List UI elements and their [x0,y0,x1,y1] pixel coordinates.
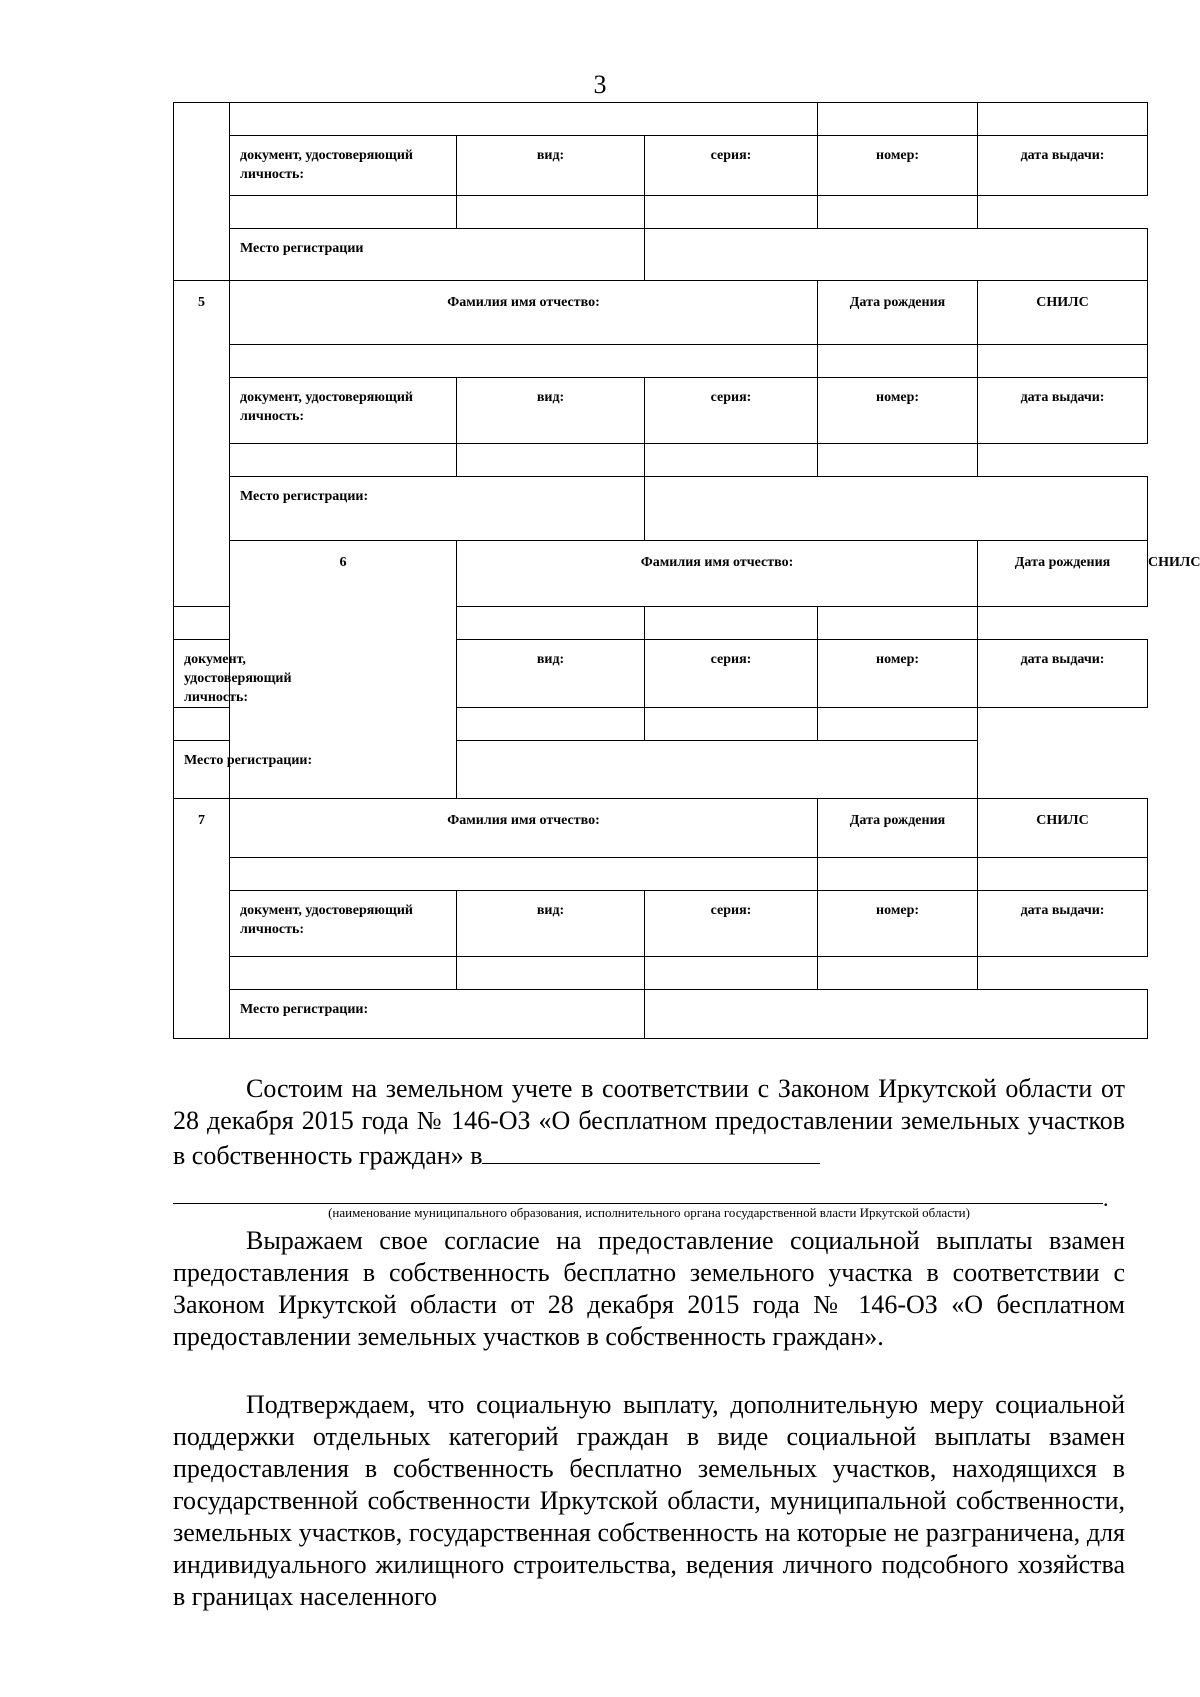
registration-value-cell[interactable] [645,990,1148,1039]
number-value-cell[interactable] [645,957,818,990]
registration-value-cell[interactable] [645,229,1148,281]
table-row [174,345,1148,378]
issue-date-label: дата выдачи: [978,891,1148,957]
table-row [174,378,1148,444]
registration-value-cell[interactable] [457,741,978,799]
table-row [174,103,1148,136]
snils-label: СНИЛС [978,281,1148,345]
birth-date-value-cell[interactable] [818,345,978,378]
kind-label: вид: [457,378,645,444]
paragraph-land-registry [173,1073,1125,1172]
municipality-fill-line-full[interactable] [173,1203,1103,1204]
snils-value-cell[interactable] [978,858,1148,891]
number-label: номер: [818,378,978,444]
number-label: номер: [818,136,978,196]
kind-label: вид: [457,136,645,196]
table-row [174,799,1148,858]
birth-date-value-cell[interactable] [818,858,978,891]
row-number-cell: 7 [174,799,230,1039]
kind-label: вид: [457,640,645,708]
kind-value-cell[interactable] [174,708,230,741]
id-document-label: документ, удостоверяющий личность: [174,640,230,708]
series-label: серия: [645,640,818,708]
fio-label: Фамилия имя отчество: [457,541,978,607]
registration-label: Место регистрации: [230,990,645,1039]
row-number-cell: 6 [230,541,457,799]
table-row [174,741,1148,799]
fio-value-cell[interactable] [230,103,818,136]
issue-date-value-cell[interactable] [818,196,978,229]
series-value-cell[interactable] [457,957,645,990]
snils-label: СНИЛС [978,799,1148,858]
number-label: номер: [818,891,978,957]
registration-label: Место регистрации [230,229,645,281]
table-row [174,281,1148,345]
table-row [174,229,1148,281]
birth-date-label: Дата рождения [978,541,1148,607]
table-row [174,477,1148,541]
municipality-fill-line[interactable] [482,1137,820,1164]
id-document-label: документ, удостоверяющий личность: [230,891,457,957]
issue-date-value-cell[interactable] [818,708,978,741]
line-end-dot: . [1103,1186,1109,1211]
series-value-cell[interactable] [457,708,645,741]
number-value-cell[interactable] [645,196,818,229]
snils-value-cell[interactable] [978,345,1148,378]
paragraph-confirmation-text: Подтверждаем, что социальную выплату, дополнительную меру социальной поддержки отдельных категорий граждан в виде социальной выплаты взамен предоставления в собственность бесплатно земельных участков, находящихся в государственной собственности Иркутской области, муниципальной собственности, земельных участков, государственная собственность на которые не разграничена, для индивидуального жилищного строительства, ведения личного подсобного хозяйства в границах населенного [173,1390,1125,1611]
table-row [174,136,1148,196]
kind-label: вид: [457,891,645,957]
paragraph-consent [173,1225,1125,1353]
table-row [174,196,1148,229]
birth-date-label: Дата рождения [818,281,978,345]
table-row [174,444,1148,477]
kind-value-cell[interactable] [230,444,457,477]
kind-value-cell[interactable] [230,957,457,990]
series-value-cell[interactable] [457,444,645,477]
paragraph-consent-text: Выражаем свое согласие на предоставление социальной выплаты взамен предоставления в собственность бесплатно земельного участка в соответствии с Законом Иркутской области от 28 декабря 2015 года № 146-ОЗ «О бесплатном предоставлении земельных участков в собственность граждан». [173,1226,1125,1351]
number-label: номер: [818,640,978,708]
table-row: 6 Фамилия имя отчество: Дата рождения СНИЛС [174,541,1148,607]
page-number: 3 [593,70,607,99]
issue-date-value-cell[interactable] [818,957,978,990]
id-document-label: документ, удостоверяющий личность: [230,378,457,444]
table-row [174,990,1148,1039]
number-value-cell[interactable] [645,708,818,741]
row-number-cell [174,103,230,281]
fio-value-cell[interactable] [174,607,645,640]
id-document-label: документ, удостоверяющий личность: [230,136,457,196]
registration-label: Место регистрации: [174,741,457,799]
fio-value-cell[interactable] [230,345,818,378]
birth-date-label: Дата рождения [818,799,978,858]
snils-value-cell[interactable] [818,607,978,640]
fio-label: Фамилия имя отчество: [230,799,818,858]
series-label: серия: [645,136,818,196]
issue-date-value-cell[interactable] [818,444,978,477]
series-label: серия: [645,891,818,957]
birth-date-value-cell[interactable] [645,607,818,640]
series-value-cell[interactable] [457,196,645,229]
paragraph-land-registry-text: Состоим на земельном учете в соответствии с Законом Иркутской области от 28 декабря 2015 года № 146-ОЗ «О бесплатном предоставлении земельных участков в собственность граждан» в [173,1074,1125,1170]
kind-value-cell[interactable] [230,196,457,229]
series-label: серия: [645,378,818,444]
registration-value-cell[interactable] [645,477,1148,541]
paragraph-confirmation [173,1389,1125,1613]
applicants-table [173,102,1200,1039]
issue-date-label: дата выдачи: [978,136,1148,196]
table-row [174,858,1148,891]
number-value-cell[interactable] [645,444,818,477]
table-row [174,607,1148,640]
table-row [174,957,1148,990]
registration-label: Место регистрации: [230,477,645,541]
row-number-cell: 5 [174,281,230,607]
fio-value-cell[interactable] [230,858,818,891]
snils-value-cell[interactable] [978,103,1148,136]
issue-date-label: дата выдачи: [978,378,1148,444]
birth-date-value-cell[interactable] [818,103,978,136]
table-row [174,891,1148,957]
fill-line-caption: (наименование муниципального образования, исполнительного органа государственной власти Иркутской области) [328,1205,970,1220]
issue-date-label: дата выдачи: [978,640,1148,708]
fio-label: Фамилия имя отчество: [230,281,818,345]
